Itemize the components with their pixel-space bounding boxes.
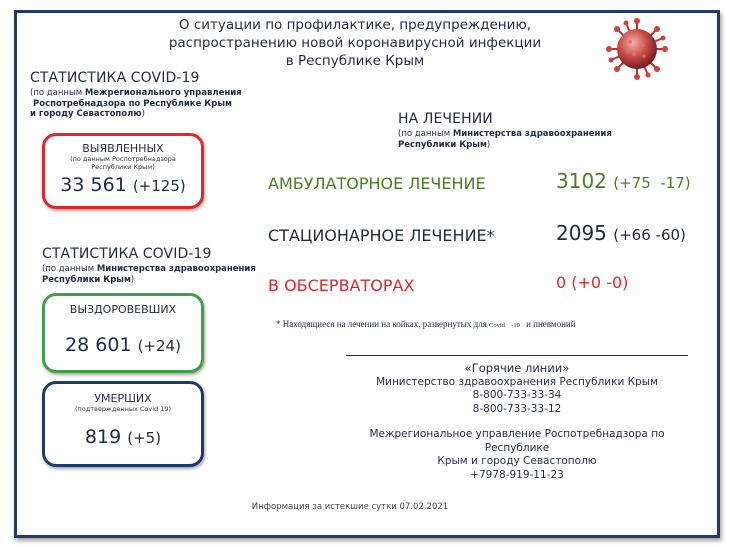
title-line-1: О ситуации по профилактике, предупреждению, bbox=[178, 17, 532, 33]
inpatient-value: 2095 bbox=[556, 221, 607, 245]
observatory-delta: (+0 -0) bbox=[571, 273, 629, 292]
hotlines-block bbox=[346, 362, 688, 482]
source-suffix: ) bbox=[486, 139, 491, 150]
hotlines-title: «Горячие линии» bbox=[464, 361, 570, 375]
stats-rpn-source bbox=[30, 88, 250, 120]
ambulatory-value: 3102 bbox=[556, 169, 607, 193]
footnote-covid: Covid bbox=[489, 322, 505, 329]
hotline-mz-name: Министерство здравоохранения Республики Крым bbox=[376, 375, 658, 388]
source-bold: Министерства здравоохранения bbox=[452, 129, 612, 139]
deceased-title: УМЕРШИХ bbox=[94, 392, 152, 405]
ambulatory-delta: (+75 -17) bbox=[613, 174, 691, 192]
treatment-source bbox=[398, 129, 638, 150]
ambulatory-value-line bbox=[556, 169, 691, 193]
divider bbox=[346, 355, 688, 356]
source-bold: Межрегионального управления bbox=[84, 88, 242, 98]
source-prefix: (по данным bbox=[42, 264, 97, 274]
source-bold: Министерства здравоохранения bbox=[96, 264, 256, 274]
inpatient-delta: (+66 -60) bbox=[613, 226, 686, 244]
hotline-rpn-name-2: Крым и городу Севастополю bbox=[437, 455, 597, 467]
detected-delta: (+125) bbox=[132, 177, 186, 195]
title-line-2: распространению новой коронавирусной инфекции bbox=[168, 35, 542, 51]
hotline-mz-phone-1: 8-800-733-33-34 bbox=[472, 389, 562, 401]
source-bold: Республики Крым bbox=[398, 139, 487, 150]
ambulatory-label: АМБУЛАТОРНОЕ ЛЕЧЕНИЕ bbox=[268, 174, 486, 193]
footnote-num: -19 bbox=[511, 322, 520, 329]
recovered-value-line bbox=[45, 334, 201, 356]
detected-title: ВЫЯВЛЕННЫХ bbox=[82, 142, 164, 155]
inpatient-value-line bbox=[556, 221, 686, 245]
deceased-value-line bbox=[45, 426, 201, 448]
recovered-title: ВЫЗДОРОВЕВШИХ bbox=[69, 303, 177, 316]
stats-mz-source bbox=[42, 264, 262, 285]
footnote-text: * Находящиеся на лечении на койках, развернутых для bbox=[276, 319, 490, 329]
coronavirus-icon bbox=[606, 18, 668, 80]
footnote-text: и пневмоний bbox=[526, 319, 576, 329]
recovered-card bbox=[42, 293, 204, 373]
recovered-delta: (+24) bbox=[137, 337, 181, 355]
stats-rpn-heading: СТАТИСТИКА COVID-19 bbox=[30, 70, 200, 86]
hotline-mz-phone-2: 8-800-733-33-12 bbox=[472, 402, 562, 415]
info-date: Информация за истекшие сутки 07.02.2021 bbox=[251, 502, 449, 512]
observatory-value: 0 bbox=[556, 273, 567, 292]
source-bold: Роспотребнадзора по Республике Крым bbox=[33, 98, 232, 109]
source-suffix: ) bbox=[130, 274, 135, 285]
detected-value-line bbox=[45, 174, 201, 196]
title-line-3: в Республике Крым bbox=[285, 53, 425, 69]
hotline-rpn-name-1: Межрегиональное управление Роспотребнадзора по Республике bbox=[369, 428, 665, 454]
source-prefix: (по данным bbox=[30, 88, 85, 98]
observatory-label: В ОБСЕРВАТОРАХ bbox=[268, 276, 415, 295]
deceased-value: 819 bbox=[84, 426, 122, 448]
inpatient-label: СТАЦИОНАРНОЕ ЛЕЧЕНИЕ* bbox=[268, 226, 495, 245]
detected-source-2: Республики Крым) bbox=[91, 163, 155, 171]
detected-card bbox=[42, 133, 204, 209]
footnote bbox=[276, 319, 576, 329]
treatment-heading: НА ЛЕЧЕНИИ bbox=[398, 111, 493, 127]
detected-source-1: (по данным Роспотребнадзора bbox=[70, 155, 176, 163]
recovered-value: 28 601 bbox=[65, 334, 132, 356]
source-bold: Республики Крым bbox=[42, 274, 131, 285]
deceased-source: (подтвержденных Covid 19) bbox=[74, 405, 172, 413]
deceased-delta: (+5) bbox=[127, 429, 162, 447]
hotline-rpn-phone: +7978-919-11-23 bbox=[470, 468, 564, 481]
deceased-card bbox=[42, 381, 204, 467]
page-title bbox=[120, 16, 590, 70]
detected-value: 33 561 bbox=[60, 174, 127, 196]
source-suffix: ) bbox=[141, 109, 145, 119]
source-bold: и городу Севастополю bbox=[30, 109, 142, 119]
source-prefix: (по данным bbox=[398, 129, 453, 139]
observatory-value-line bbox=[556, 273, 628, 292]
stats-mz-heading: СТАТИСТИКА COVID-19 bbox=[42, 246, 212, 262]
